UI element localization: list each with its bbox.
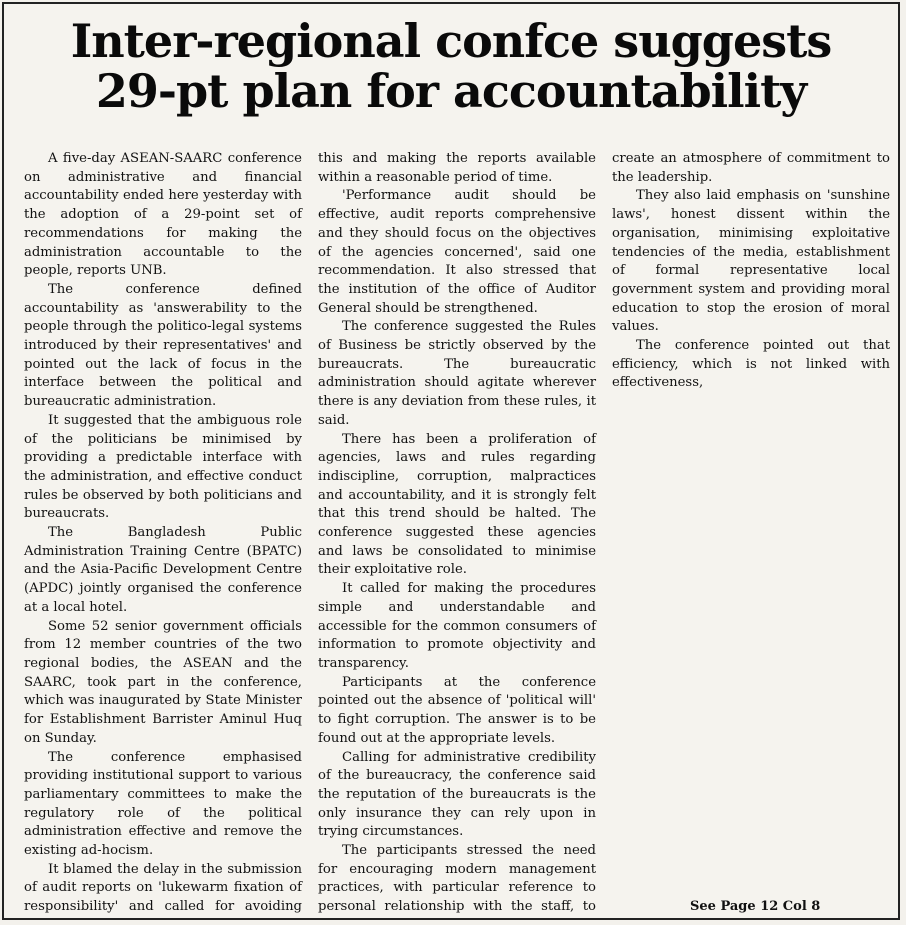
article-body — [24, 150, 890, 918]
article-paragraph: The conference suggested the Rules of Business be strictly observed by the bureaucrats. The bureaucratic administration should agitate wherever there is any deviation from these rules, it said. — [318, 319, 596, 428]
article-paragraph: The Bangladesh Public Administration Training Centre (BPATC) and the Asia-Pacific Development Centre (APDC) jointly organised the conference at a local hotel. — [24, 525, 302, 615]
headline-line-2: 29-pt plan for accountability — [95, 64, 807, 118]
article-paragraph: It suggested that the ambiguous role of the politicians be minimised by providing a predictable interface with the administration, and effective conduct rules be observed by both politicians and bureaucrats. — [24, 412, 302, 522]
article-paragraph: It blamed the delay in the submission of audit reports on 'lukewarm fixation of responsibility' and called for avoiding this and making the reports available within a reasonable period of time. — [24, 151, 596, 915]
article-paragraph: The conference emphasised providing institutional support to various parliamentary committees to make the regulatory role of the political administration effective and remove the existing ad-hocism. — [24, 749, 302, 859]
article-paragraph: The conference pointed out that efficiency, which is not linked with effectiveness, — [612, 338, 890, 391]
article-paragraph: 'Performance audit should be effective, audit reports comprehensive and they should focus on the objectives of the agencies concerned', said one recommendation. It also stressed that the institution of the office of Auditor General should be strengthened. — [318, 188, 596, 316]
article-paragraph: There has been a proliferation of agencies, laws and rules regarding indiscipline, corruption, malpractices and accountability, and it is strongly felt that this trend should be halted. The conference suggested these agencies and laws be consolidated to minimise their exploitative role. — [318, 431, 596, 578]
article-paragraph: The conference defined accountability as 'answerability to the people through the politico-legal systems introduced by their representatives' and pointed out the lack of focus in the interface between the political and bureaucratic administration. — [24, 281, 302, 410]
article-paragraph: Some 52 senior government officials from 12 member countries of the two regional bodies, the ASEAN and the SAARC, took part in the conference, which was inaugurated by State Minister for Establishment Barrister Aminul Huq on Sunday. — [24, 618, 302, 746]
article-paragraph: They also laid emphasis on 'sunshine laws', honest dissent within the organisation, minimising exploitative tendencies of the media, establishment of formal representative local government system and providing moral education to stop the erosion of moral values. — [612, 188, 890, 335]
continued-on-page: See Page 12 Col 8 — [690, 899, 821, 914]
headline — [4, 4, 898, 116]
article-paragraph: A five-day ASEAN-SAARC conference on administrative and financial accountability ended here yesterday with the adoption of a 29-point set of recommendations for making the administration accountable to the people, reports UNB. — [24, 151, 302, 279]
article-paragraph: Calling for administrative credibility of the bureaucracy, the conference said the reputation of the bureaucrats is the only insurance they can rely upon in trying circumstances. — [318, 749, 596, 840]
article-paragraph: The participants stressed the need for encouraging modern management practices, with particular reference to personal relationship with the staff, to create an atmosphere of commitment to the leadership. — [318, 151, 890, 915]
article-paragraph: It called for making the procedures simple and understandable and accessible for the common consumers of information to promote objectivity and transparency. — [318, 581, 596, 671]
newspaper-clipping — [2, 2, 900, 920]
article-paragraph: Participants at the conference pointed out the absence of 'political will' to fight corruption. The answer is to be found out at the appropriate levels. — [318, 674, 596, 746]
headline-line-1: Inter-regional confce suggests — [70, 14, 832, 68]
